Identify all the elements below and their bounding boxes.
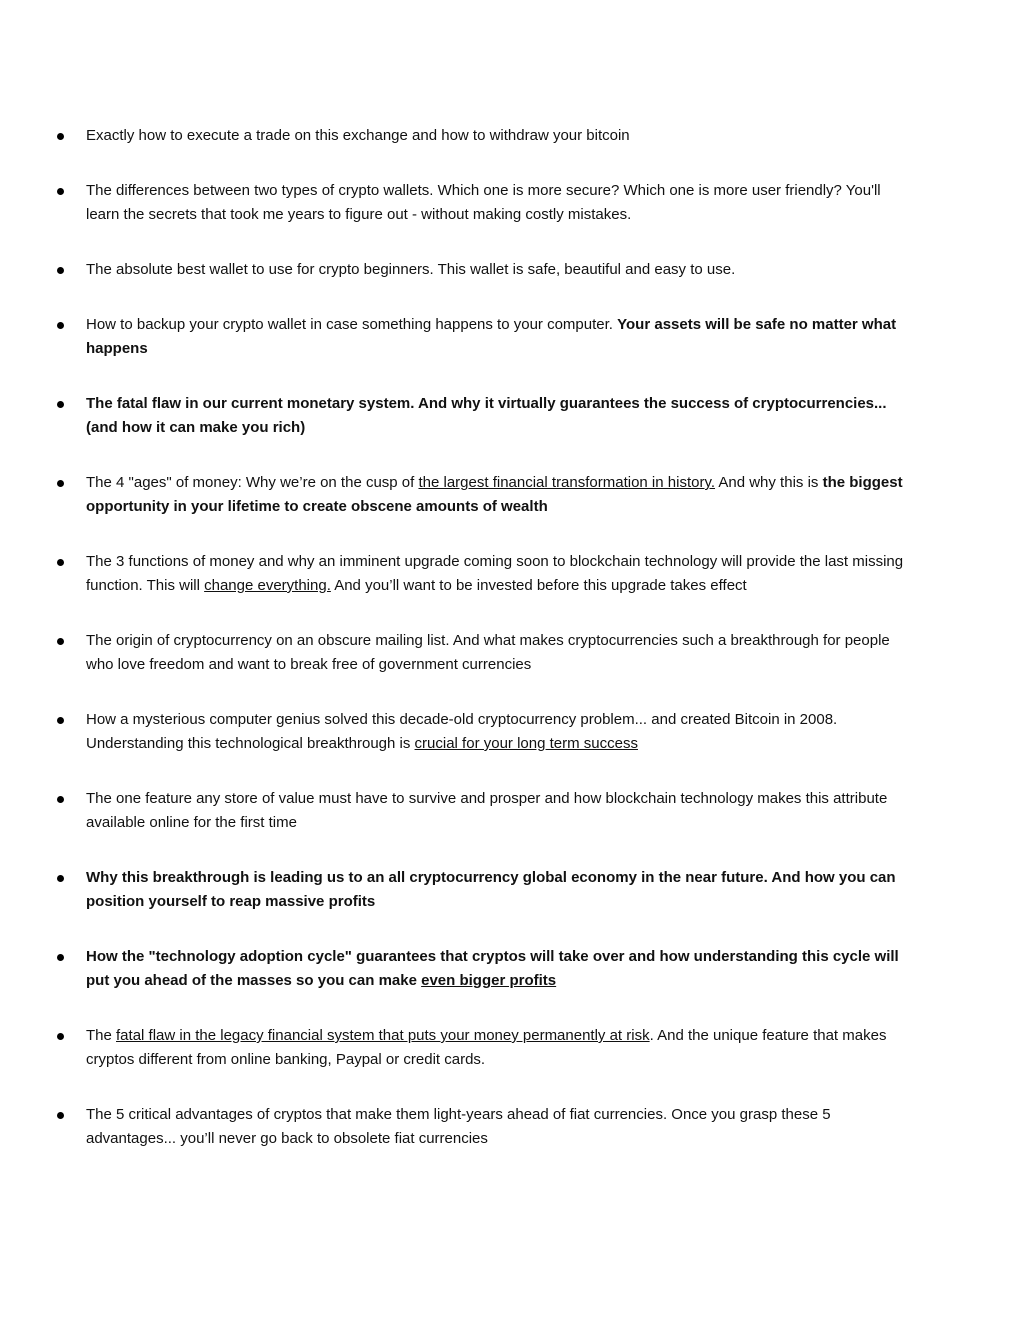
underlined-text: fatal flaw in the legacy financial system that puts your money permanently at risk	[116, 1027, 650, 1044]
text-segment: The 4 "ages" of money: Why we’re on the cusp of	[86, 474, 419, 491]
bullet-text	[86, 1103, 904, 1151]
bullet-dot-icon	[57, 875, 64, 882]
bullet-text	[86, 550, 904, 598]
bullet-dot-icon	[57, 267, 64, 274]
list-item	[0, 124, 1024, 148]
bullet-dot-icon	[57, 559, 64, 566]
list-item	[0, 945, 1024, 993]
text-segment: The absolute best wallet to use for crypto beginners. This wallet is safe, beautiful and easy to use.	[86, 261, 736, 278]
text-segment: The 3 functions of money and why an imminent upgrade coming soon to blockchain technology will provide the last missing function. This will	[86, 553, 904, 594]
underlined-text: change everything.	[204, 577, 331, 594]
underlined-text: even bigger profits	[421, 972, 557, 989]
bullet-dot-icon	[57, 322, 64, 329]
bullet-text	[86, 392, 904, 440]
list-item	[0, 313, 1024, 361]
text-segment: The origin of cryptocurrency on an obscure mailing list. And what makes cryptocurrencies such a breakthrough for people who love freedom and want to break free of government currencies	[86, 632, 890, 673]
text-segment: The 5 critical advantages of cryptos that make them light-years ahead of fiat currencies. Once you grasp these 5 advantages... you’ll never go back to obsolete fiat currencies	[86, 1106, 831, 1147]
bullet-text	[86, 258, 904, 282]
bullet-text	[86, 945, 904, 993]
bold-text: The fatal flaw in our current monetary system. And why it virtually guarantees the success of cryptocurrencies... (and how it can make you rich)	[86, 395, 887, 436]
text-segment: How to backup your crypto wallet in case something happens to your computer.	[86, 316, 618, 333]
bullet-dot-icon	[57, 717, 64, 724]
text-segment: And you’ll want to be invested before this upgrade takes effect	[330, 577, 747, 594]
bullet-text	[86, 179, 904, 227]
bullet-text	[86, 124, 904, 148]
bullet-text	[86, 866, 904, 914]
text-segment: Exactly how to execute a trade on this exchange and how to withdraw your bitcoin	[86, 127, 630, 144]
text-segment: . And the unique feature that makes cryptos different from online banking, Paypal or credit cards.	[86, 1027, 887, 1068]
bullet-dot-icon	[57, 954, 64, 961]
list-item	[0, 629, 1024, 677]
bullet-dot-icon	[57, 638, 64, 645]
text-segment: The differences between two types of crypto wallets. Which one is more secure? Which one is more user friendly? You'll learn the secrets that took me years to figure out - without making costly mistakes.	[86, 182, 881, 223]
bullet-text	[86, 629, 904, 677]
text-segment: The one feature any store of value must have to survive and prosper and how blockchain technology makes this attribute available online for the first time	[86, 790, 888, 831]
bullet-text	[86, 1024, 904, 1072]
list-item	[0, 1024, 1024, 1072]
bold-text: the biggest opportunity in your lifetime to create obscene amounts of wealth	[86, 474, 903, 515]
bullet-dot-icon	[57, 1033, 64, 1040]
bullet-text	[86, 708, 904, 756]
bullet-text	[86, 787, 904, 835]
text-segment: The	[86, 1027, 117, 1044]
bullet-dot-icon	[57, 480, 64, 487]
bullet-dot-icon	[57, 401, 64, 408]
text-segment: How a mysterious computer genius solved this decade-old cryptocurrency problem... and created Bitcoin in 2008. Understanding this technological breakthrough is	[86, 711, 838, 752]
text-segment: And why this is	[715, 474, 823, 491]
underlined-text: crucial for your long term success	[414, 735, 638, 752]
bullet-text	[86, 471, 904, 519]
bullet-dot-icon	[57, 1112, 64, 1119]
underlined-text: the largest financial transformation in history.	[418, 474, 716, 491]
list-item	[0, 1103, 1024, 1151]
list-item	[0, 866, 1024, 914]
list-item	[0, 392, 1024, 440]
list-item	[0, 471, 1024, 519]
list-item	[0, 258, 1024, 282]
bullet-dot-icon	[57, 188, 64, 195]
list-item	[0, 550, 1024, 598]
list-item	[0, 787, 1024, 835]
bold-text: How the "technology adoption cycle" guarantees that cryptos will take over and how understanding this cycle will put you ahead of the masses so you can make	[86, 948, 899, 989]
bullet-dot-icon	[57, 133, 64, 140]
list-item	[0, 179, 1024, 227]
list-item	[0, 708, 1024, 756]
bullet-text	[86, 313, 904, 361]
bullet-dot-icon	[57, 796, 64, 803]
bullet-list	[0, 124, 1024, 1182]
bold-text: Why this breakthrough is leading us to an all cryptocurrency global economy in the near future. And how you can position yourself to reap massive profits	[86, 869, 896, 910]
bold-text: Your assets will be safe no matter what happens	[86, 316, 897, 357]
